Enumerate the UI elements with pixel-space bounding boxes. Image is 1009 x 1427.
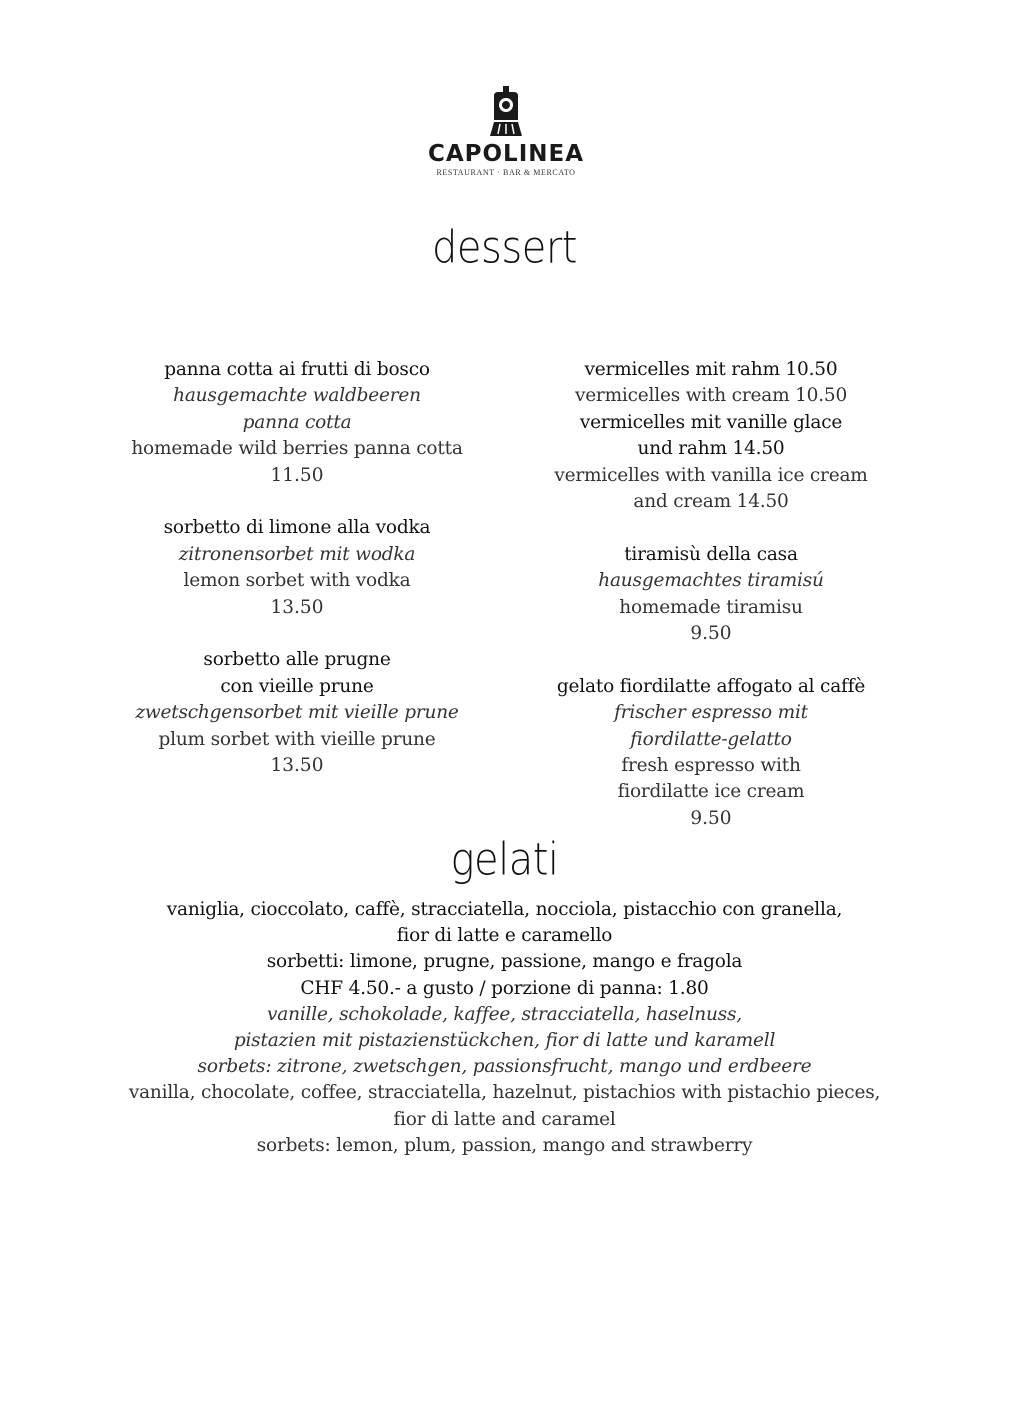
item-description-de: panna cotta bbox=[242, 411, 352, 433]
gelati-flavors-de: vanille, schokolade, kaffee, stracciatella, haselnuss, bbox=[267, 1003, 742, 1025]
menu-item-vermicelles bbox=[511, 357, 911, 515]
item-name: und rahm 14.50 bbox=[637, 438, 785, 460]
item-description-de: zwetschgensorbet mit vieille prune bbox=[135, 702, 459, 724]
menu-item-tiramisu bbox=[511, 542, 911, 648]
item-description-en: and cream 14.50 bbox=[633, 491, 789, 513]
item-description-de: zitronensorbet mit wodka bbox=[178, 543, 416, 565]
menu-item-sorbetto-prugne bbox=[97, 647, 497, 779]
menu-item-affogato bbox=[511, 674, 911, 832]
item-description-en: fresh espresso with bbox=[621, 755, 801, 777]
dessert-title: dessert bbox=[432, 222, 577, 274]
item-description-en: plum sorbet with vieille prune bbox=[158, 728, 436, 750]
item-description-de: frischer espresso mit bbox=[614, 702, 808, 724]
item-description-en: vermicelles with cream 10.50 bbox=[574, 385, 848, 407]
gelati-flavors-en: vanilla, chocolate, coffee, stracciatella, hazelnut, pistachios with pistachio pieces, bbox=[128, 1082, 881, 1104]
item-price: 13.50 bbox=[270, 755, 324, 777]
gelati-sorbetti-it: sorbetti: limone, prugne, passione, mango e fragola bbox=[266, 951, 743, 973]
item-description-de: hausgemachtes tiramisú bbox=[598, 570, 824, 592]
menu-item-panna-cotta bbox=[97, 357, 497, 489]
gelati-flavors-de: pistazien mit pistazienstückchen, fior di latte und karamell bbox=[233, 1030, 776, 1052]
gelati-flavors-it: fior di latte e caramello bbox=[396, 925, 613, 947]
item-name: sorbetto di limone alla vodka bbox=[163, 517, 431, 539]
item-price: 11.50 bbox=[270, 464, 324, 486]
item-name: tiramisù della casa bbox=[624, 543, 798, 565]
item-description-en: vermicelles with vanilla ice cream bbox=[554, 464, 868, 486]
item-description-de: hausgemachte waldbeeren bbox=[173, 385, 421, 407]
item-price: 9.50 bbox=[690, 807, 732, 829]
gelati-sorbets-en: sorbets: lemon, plum, passion, mango and strawberry bbox=[256, 1134, 753, 1156]
gelati-flavors-en: fior di latte and caramel bbox=[393, 1108, 616, 1130]
item-name: vermicelles mit rahm 10.50 bbox=[584, 359, 838, 380]
item-name: con vieille prune bbox=[220, 675, 374, 697]
item-description-en: homemade wild berries panna cotta bbox=[131, 438, 463, 460]
item-name: gelato fiordilatte affogato al caffè bbox=[556, 675, 866, 697]
gelati-title: gelati bbox=[450, 834, 559, 886]
restaurant-logo bbox=[426, 72, 586, 200]
item-name: vermicelles mit vanille glace bbox=[579, 411, 843, 433]
dessert-left-column bbox=[97, 357, 497, 806]
locomotive-icon bbox=[486, 86, 526, 136]
item-description-de: fiordilatte-gelatto bbox=[630, 728, 792, 750]
dessert-right-column bbox=[511, 357, 911, 859]
menu-item-sorbetto-limone bbox=[97, 515, 497, 621]
item-description-en: lemon sorbet with vodka bbox=[183, 570, 411, 592]
item-name: sorbetto alle prugne bbox=[203, 649, 391, 671]
brand-name: CAPOLINEA bbox=[427, 141, 585, 167]
item-description-en: homemade tiramisu bbox=[619, 596, 803, 618]
brand-tagline: RESTAURANT · BAR & MERCATO bbox=[436, 168, 576, 177]
item-price: 9.50 bbox=[690, 623, 732, 645]
item-description-en: fiordilatte ice cream bbox=[617, 781, 805, 803]
gelati-price: CHF 4.50.- a gusto / porzione di panna: 1.80 bbox=[300, 977, 709, 999]
gelati-sorbets-de: sorbets: zitrone, zwetschgen, passionsfrucht, mango und erdbeere bbox=[197, 1056, 812, 1078]
item-price: 13.50 bbox=[270, 596, 324, 618]
item-name: panna cotta ai frutti di bosco bbox=[164, 359, 430, 380]
gelati-description bbox=[60, 897, 949, 1159]
gelati-flavors-it: vaniglia, cioccolato, caffè, stracciatella, nocciola, pistacchio con granella, bbox=[166, 899, 843, 920]
